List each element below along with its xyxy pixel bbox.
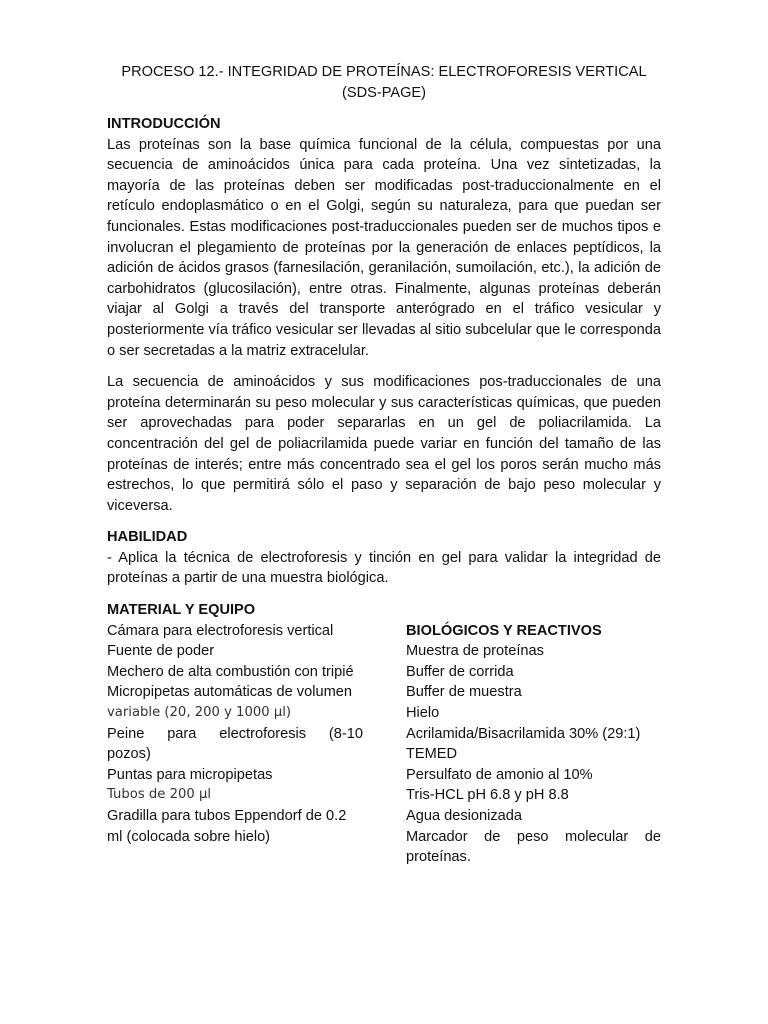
reactivo-item: Buffer de corrida bbox=[406, 663, 514, 680]
reactivo-item: Buffer de muestra bbox=[406, 684, 522, 701]
reactivo-item: Tris-HCL pH 6.8 y pH 8.8 bbox=[406, 787, 569, 804]
material-item: Cámara para electroforesis vertical bbox=[107, 622, 334, 639]
material-item: Tubos de 200 µl bbox=[107, 787, 212, 803]
biologicos-heading: BIOLÓGICOS Y REACTIVOS bbox=[406, 622, 602, 639]
habilidad-text: - Aplica la técnica de electroforesis y tinción en gel para validar la integridad de proteínas a partir de una muestra biológica. bbox=[107, 549, 661, 587]
material-item: Peine para electroforesis (8-10 bbox=[107, 725, 363, 742]
reactivo-item: TEMED bbox=[406, 746, 458, 763]
biologicos-list bbox=[406, 621, 661, 868]
reactivo-item: Hielo bbox=[406, 705, 440, 722]
document-page bbox=[107, 62, 661, 868]
materials-columns bbox=[107, 621, 661, 868]
reactivo-item: Marcador de peso molecular de bbox=[406, 828, 661, 845]
material-heading: MATERIAL Y EQUIPO bbox=[107, 602, 256, 619]
material-item: Fuente de poder bbox=[107, 643, 215, 660]
material-item: Gradilla para tubos Eppendorf de 0.2 bbox=[107, 808, 347, 824]
intro-paragraph-2: La secuencia de aminoácidos y sus modificaciones pos-traduccionales de una proteína determinarán su peso molecular y sus características químicas, que pueden ser aprovechadas para poder separarlas en un gel de poliacrilamida. La concentración del gel de poliacrilamida puede variar en función del tamaño de las proteínas de interés; entre más concentrado sea el gel los poros serán mucho más estrechos, lo que permitirá sólo el paso y separación de bajo peso molecular y viceversa. bbox=[107, 374, 661, 514]
reactivo-item: proteínas. bbox=[406, 849, 471, 866]
material-item: Mechero de alta combustión con tripié bbox=[107, 663, 354, 680]
intro-heading: INTRODUCCIÓN bbox=[107, 116, 221, 132]
title-line-2: (SDS-PAGE) bbox=[341, 85, 427, 101]
material-item: pozos) bbox=[107, 746, 151, 763]
title-line-1: PROCESO 12.- INTEGRIDAD DE PROTEÍNAS: ELECTROFORESIS VERTICAL bbox=[121, 64, 647, 80]
material-item: ml (colocada sobre hielo) bbox=[107, 828, 271, 845]
reactivo-item: Agua desionizada bbox=[406, 808, 523, 824]
material-item: Puntas para micropipetas bbox=[107, 766, 273, 783]
reactivo-item: Persulfato de amonio al 10% bbox=[406, 766, 593, 783]
material-list bbox=[107, 621, 363, 868]
habilidad-heading: HABILIDAD bbox=[107, 529, 188, 546]
reactivo-item: Acrilamida/Bisacrilamida 30% (29:1) bbox=[406, 725, 641, 742]
reactivo-item: Muestra de proteínas bbox=[406, 643, 544, 660]
document-title bbox=[107, 62, 661, 104]
material-item: Micropipetas automáticas de volumen bbox=[107, 684, 352, 701]
intro-paragraph-1: Las proteínas son la base química funcional de la célula, compuestas por una secuencia de aminoácidos única para cada proteína. Una vez sintetizadas, la mayoría de las proteínas deben ser modificadas post-traduccionalmente en el retículo endoplasmático o en el Golgi, según su naturaleza, para que puedan ser funcionales. Estas modificaciones post-traduccionales pueden ser de muchos tipos e involucran el plegamiento de proteínas por la generación de enlaces peptídicos, la adición de ácidos grasos (farnesilación, geranilación, sumoilación, etc.), la adición de carbohidratos (glucosilación), entre otras. Finalmente, algunas proteínas deberán viajar al Golgi a través del transporte anterógrado en el tráfico vesicular y posteriormente vía tráfico vesicular ser llevadas al sitio subcelular que le corresponda o ser secretadas a la matriz extracelular. bbox=[107, 136, 661, 359]
material-item: variable (20, 200 y 1000 µl) bbox=[107, 705, 292, 721]
